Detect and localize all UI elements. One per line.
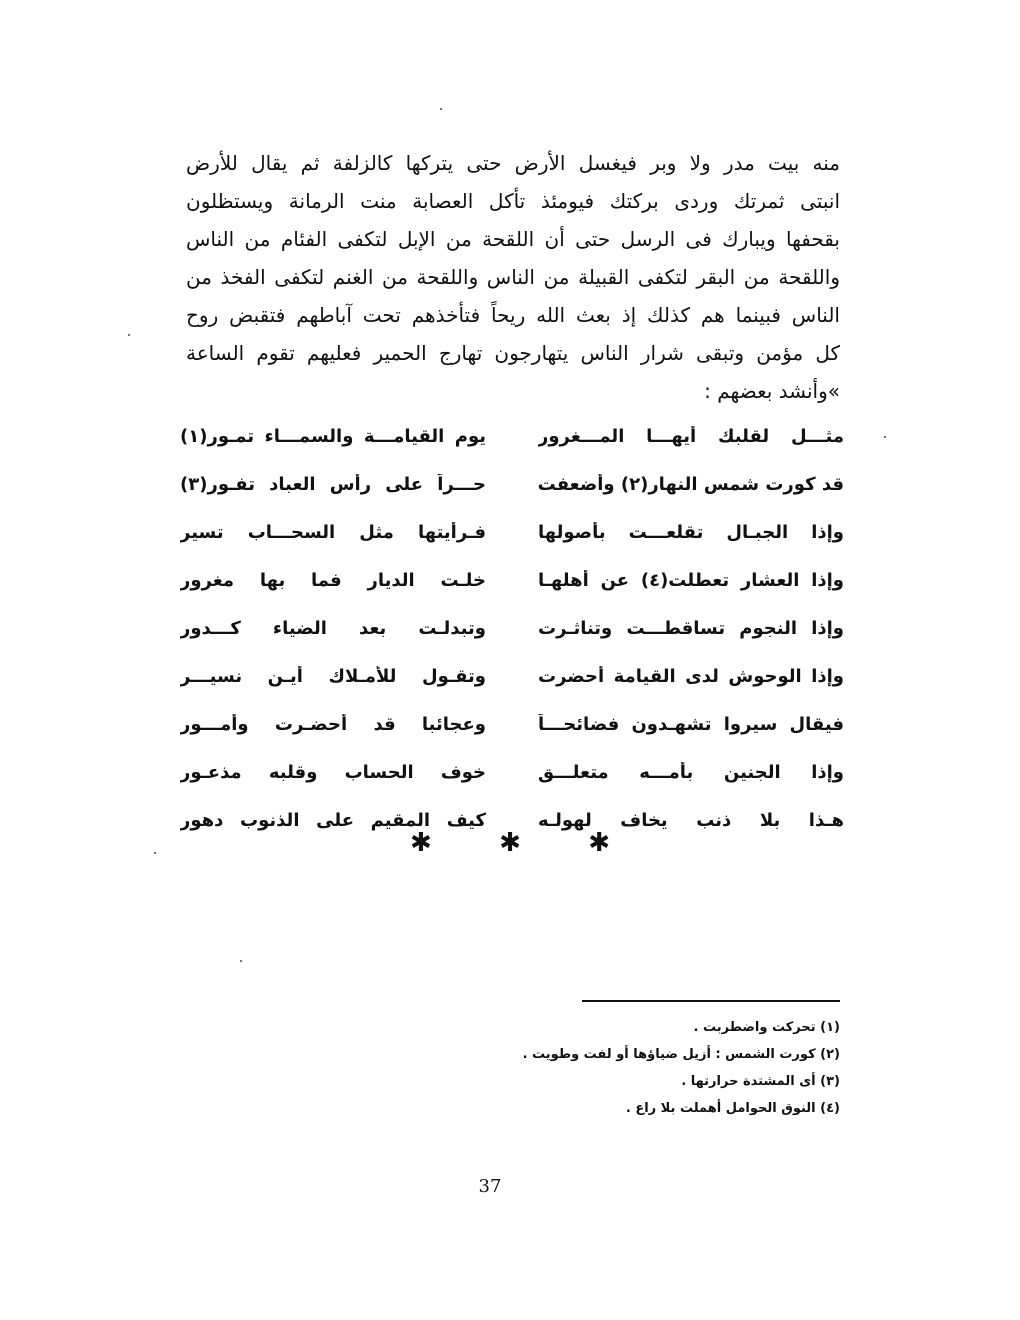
poem-verse	[180, 460, 844, 508]
verse-second-hemistich: وعجائبا قد أحضـرت وأمـــور	[180, 713, 486, 735]
verse-first-hemistich: وإذا النجوم تساقطـــت وتناثـرت	[538, 617, 844, 639]
verse-second-hemistich: فـرأيتها مثل السحـــاب تسير	[180, 521, 486, 543]
scan-speck	[240, 960, 242, 962]
verse-first-hemistich: وإذا العشار تعطلت(٤) عن أهلهـا	[538, 569, 844, 591]
poem-verse	[180, 748, 844, 796]
star-ornament-icon: ✱	[499, 828, 521, 858]
verse-second-hemistich: يوم القيامـــة والسمـــاء تمـور(١)	[180, 425, 486, 447]
scan-speck	[128, 334, 130, 336]
prose-line: واللقحة من البقر لتكفى القبيلة من الناس واللقحة من الغنم لتكفى الفخذ من	[186, 265, 840, 289]
footnote: (٣) أى المشتدة حرارتها .	[681, 1074, 840, 1089]
prose-line: »وأنشد بعضهم :	[704, 379, 840, 403]
prose-line: منه بيت مدر ولا وبر فيغسل الأرض حتى يتركها كالزلفة ثم يقال للأرض	[186, 151, 840, 175]
footnote: (٢) كورت الشمس : أزيل ضياؤها أو لفت وطويت .	[522, 1047, 840, 1062]
verse-second-hemistich: وتبدلـت بعد الضياء كـــدور	[180, 617, 486, 639]
poem-verse	[180, 508, 844, 556]
poem	[180, 412, 844, 844]
verse-second-hemistich: خوف الحساب وقلبه مذعـور	[180, 761, 486, 783]
section-divider-ornament	[410, 828, 610, 858]
footnote-separator	[582, 1000, 840, 1002]
scan-speck	[154, 852, 156, 854]
prose-line: الناس فبينما هم كذلك إذ بعث الله ريحاً فتأخذهم تحت آباطهم فتقبض روح	[186, 303, 840, 327]
poem-verse	[180, 556, 844, 604]
poem-verse	[180, 652, 844, 700]
poem-verse	[180, 412, 844, 460]
footnote: (١) تحركت واضطربت .	[693, 1020, 840, 1035]
scan-speck	[440, 108, 442, 110]
verse-second-hemistich: خلـت الديار فما بها مغرور	[180, 569, 486, 591]
poem-verse	[180, 700, 844, 748]
verse-first-hemistich: مثـــل لقلبك أيهـــا المـــغرور	[538, 425, 844, 447]
prose-line: بقحفها ويبارك فى الرسل حتى أن اللقحة من الإبل لتكفى الفئام من الناس	[186, 227, 840, 251]
verse-second-hemistich: وتقـول للأمـلاك أيـن نسيـــر	[180, 665, 486, 687]
verse-first-hemistich: فيقال سيروا تشهـدون فضائحـــاً	[538, 713, 844, 735]
verse-first-hemistich: هـذا بلا ذنب يخاف لهولـه	[538, 809, 844, 831]
poem-verse	[180, 604, 844, 652]
star-ornament-icon: ✱	[410, 828, 432, 858]
verse-first-hemistich: وإذا الجنين بأمـــه متعلـــق	[538, 761, 844, 783]
footnotes	[420, 1014, 840, 1122]
verse-second-hemistich: كيف المقيم على الذنوب دهور	[180, 809, 486, 831]
page-number: 37	[478, 1176, 502, 1197]
scan-speck	[884, 436, 886, 438]
prose-line: انبتى ثمرتك وردى بركتك فيومئذ تأكل العصابة منت الرمانة ويستظلون	[186, 189, 840, 213]
prose-paragraph	[186, 144, 840, 410]
verse-first-hemistich: وإذا الوحوش لدى القيامة أحضرت	[538, 665, 844, 687]
verse-second-hemistich: حـــراً على رأس العباد تفـور(٣)	[180, 473, 486, 495]
footnote: (٤) النوق الحوامل أهملت بلا راع .	[625, 1101, 840, 1116]
verse-first-hemistich: قد كورت شمس النهار(٢) وأضعفت	[538, 473, 844, 495]
prose-line: كل مؤمن وتبقى شرار الناس يتهارجون تهارج الحمير فعليهم تقوم الساعة	[186, 341, 840, 365]
verse-first-hemistich: وإذا الجبـال تقلعـــت بأصولها	[538, 521, 844, 543]
star-ornament-icon: ✱	[588, 828, 610, 858]
